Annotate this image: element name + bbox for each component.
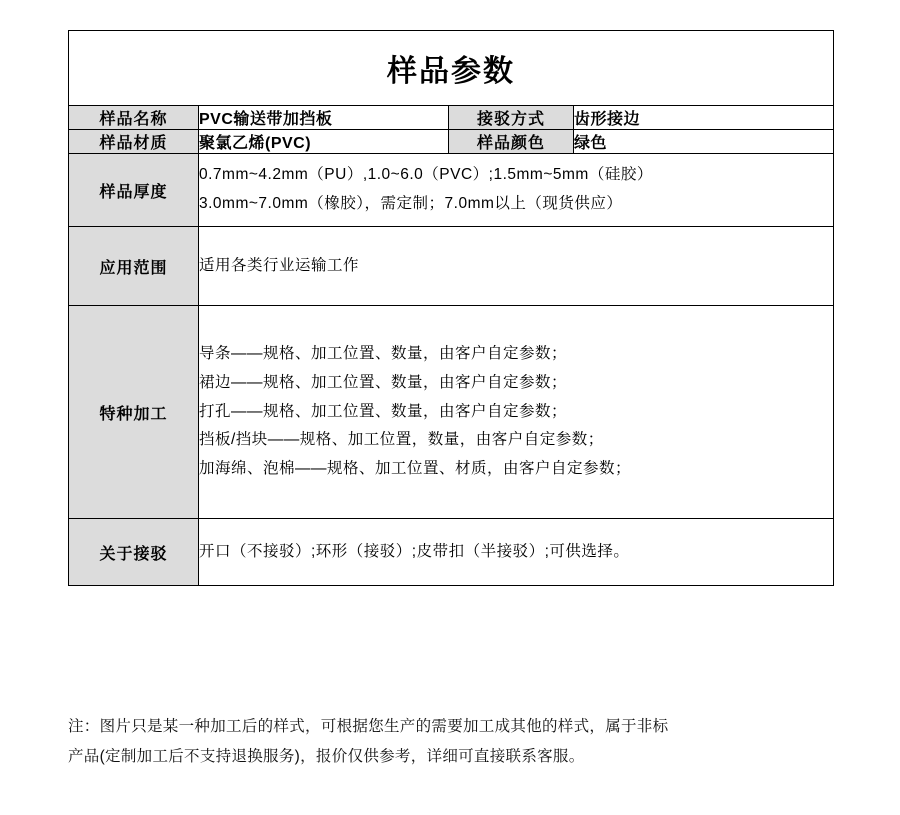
row-value-sample-color: 绿色: [574, 130, 834, 154]
row-label-sample-thickness: 样品厚度: [69, 154, 199, 227]
row-value-application-scope: [199, 227, 834, 306]
special-line-1: 导条——规格、加工位置、数量，由客户自定参数；: [199, 345, 568, 363]
table-row: [69, 154, 834, 227]
sample-parameters-table: [68, 30, 834, 586]
row-label-special-processing: 特种加工: [69, 306, 199, 519]
row-label-sample-color: 样品颜色: [449, 130, 574, 154]
table-row-title: [69, 31, 834, 106]
footnote: [68, 712, 843, 772]
scope-line-1: 适用各类行业运输工作: [199, 256, 360, 274]
special-line-3: 打孔——规格、加工位置、数量，由客户自定参数；: [199, 402, 568, 420]
row-value-sample-name: PVC输送带加挡板: [199, 106, 449, 130]
row-label-about-joint: 关于接驳: [69, 519, 199, 586]
table-row: [69, 519, 834, 586]
table-row: [69, 306, 834, 519]
row-label-application-scope: 应用范围: [69, 227, 199, 306]
table-row: [69, 106, 834, 130]
row-label-sample-material: 样品材质: [69, 130, 199, 154]
row-value-about-joint: [199, 519, 834, 586]
row-label-sample-name: 样品名称: [69, 106, 199, 130]
row-value-joint-method: 齿形接边: [574, 106, 834, 130]
thickness-line-2: 3.0mm~7.0mm（橡胶），需定制；7.0mm以上（现货供应）: [199, 195, 623, 212]
special-line-4: 挡板/挡块——规格、加工位置，数量，由客户自定参数；: [199, 431, 604, 449]
joint-line-1: 开口（不接驳）;环形（接驳）;皮带扣（半接驳）;可供选择。: [199, 542, 630, 560]
row-value-sample-material: 聚氯乙烯(PVC): [199, 130, 449, 154]
table-row: [69, 130, 834, 154]
table-row: [69, 227, 834, 306]
special-line-5: 加海绵、泡棉——规格、加工位置、材质，由客户自定参数；: [199, 460, 632, 477]
footnote-line-2: 产品(定制加工后不支持退换服务)，报价仅供参考，详细可直接联系客服。: [68, 748, 585, 766]
thickness-line-1: 0.7mm~4.2mm（PU）,1.0~6.0（PVC）;1.5mm~5mm（硅胶）: [199, 166, 653, 184]
row-value-special-processing: [199, 306, 834, 519]
row-value-sample-thickness: [199, 154, 834, 227]
footnote-line-1: 注：图片只是某一种加工后的样式，可根据您生产的需要加工成其他的样式，属于非标: [68, 718, 669, 735]
special-line-2: 裙边——规格、加工位置、数量，由客户自定参数；: [199, 373, 568, 391]
row-label-joint-method: 接驳方式: [449, 106, 574, 130]
page-title: 样品参数: [69, 31, 834, 106]
